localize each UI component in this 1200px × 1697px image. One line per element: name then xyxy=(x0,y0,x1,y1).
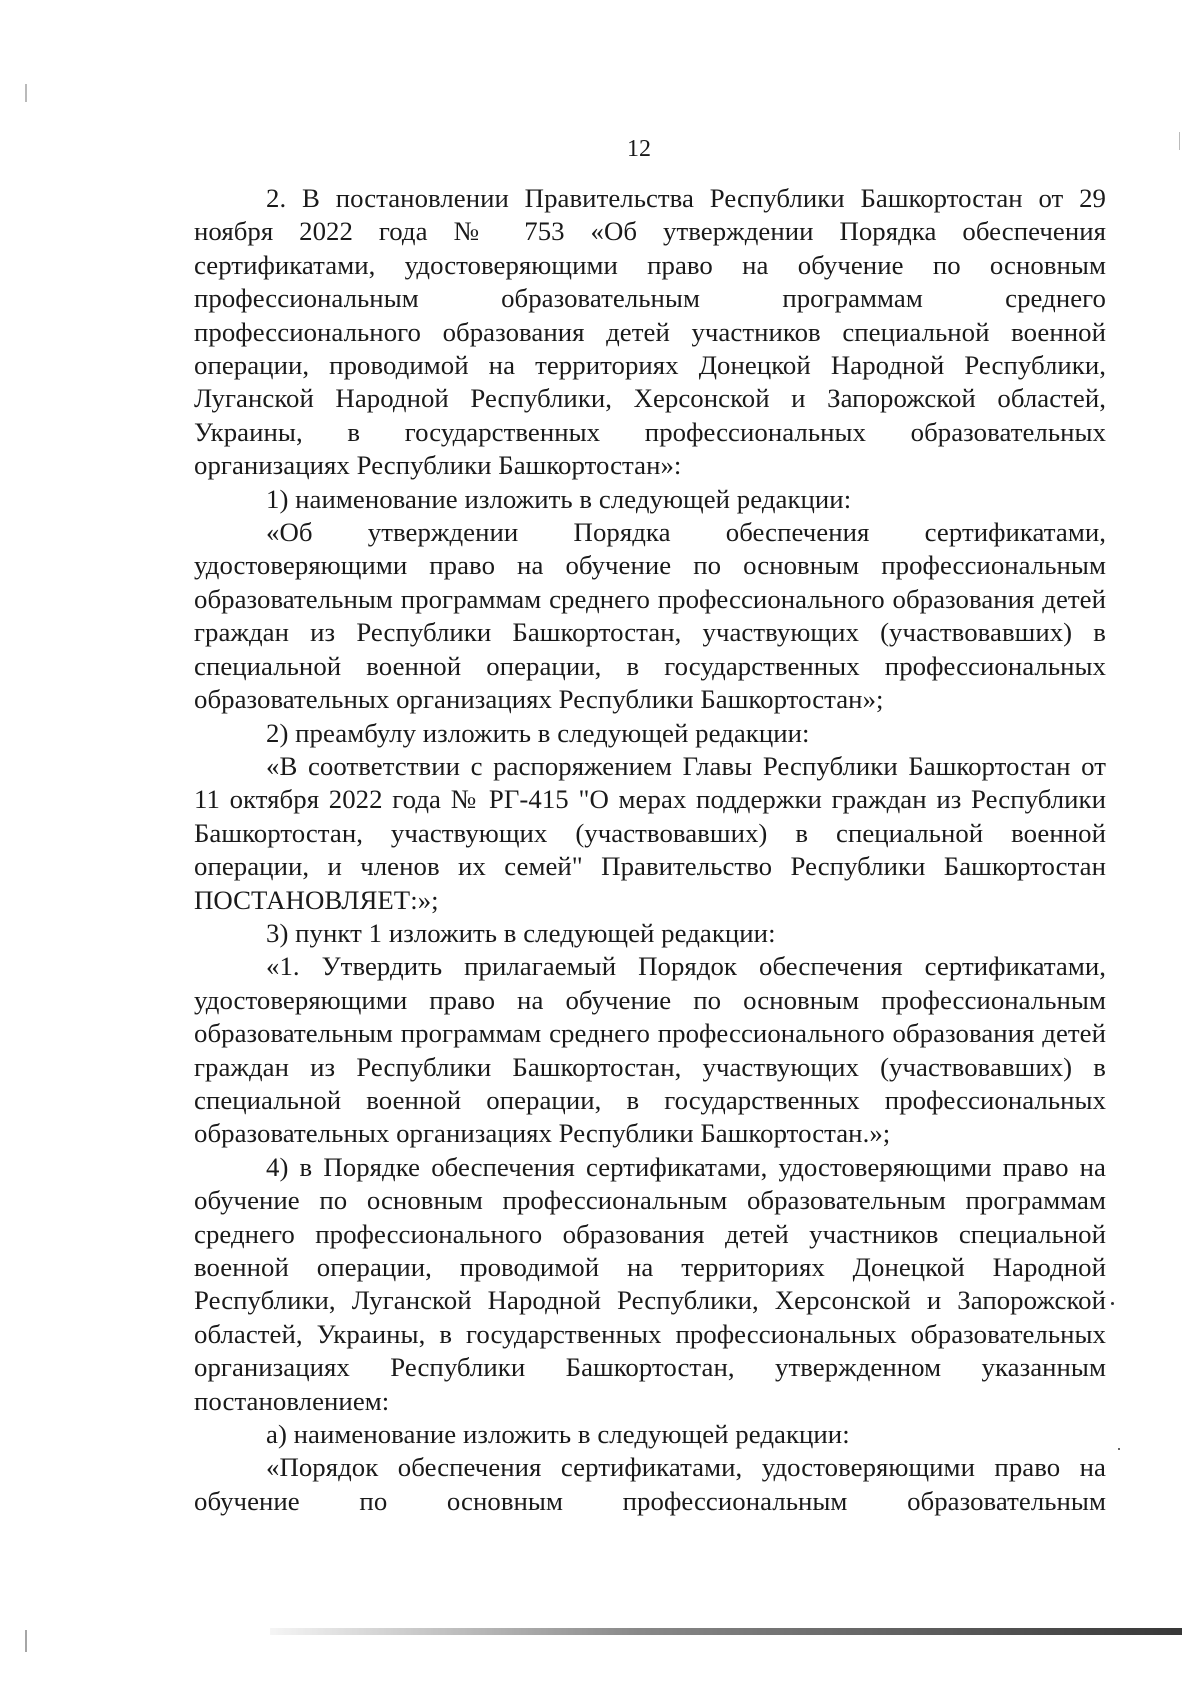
paragraph-new-preamble: «В соответствии с распоряжением Главы Республики Башкортостан от 11 октября 2022 года № РГ-415 "О мерах поддержки граждан из Республики Башкортостан, участвующих (участвовавших) в специальной военной операции, и членов их семей" Правительство Республики Башкортостан ПОСТАНОВЛЯЕТ:»; xyxy=(194,750,1106,915)
paragraph-item-2: 2) преамбулу изложить в следующей редакции: xyxy=(266,717,810,748)
paragraph-subitem-a: а) наименование изложить в следующей редакции: xyxy=(266,1419,850,1450)
paragraph-new-order-title: «Порядок обеспечения сертификатами, удостоверяющими право на обучение по основным профессиональным образовательным xyxy=(194,1452,1106,1516)
paragraph-new-point-1: «1. Утвердить прилагаемый Порядок обеспечения сертификатами, удостоверяющими право на обучение по основным профессиональным образовательным программам среднего профессионального образования детей граждан из Республики Башкортостан, участвующих (участвовавших) в специальной военной операции, в государственных профессиональных образовательных организациях Республики Башкортостан.»; xyxy=(194,951,1106,1149)
scan-speck xyxy=(1118,1448,1120,1450)
paragraph-amendment-2: 2. В постановлении Правительства Республики Башкортостан от 29 ноября 2022 года № 753 «Об утверждении Порядка обеспечения сертификатами, удостоверяющими право на обучение по основным профессиональным образовательным программам среднего профессионального образования детей участников специальной военной операции, проводимой на территориях Донецкой Народной Республики, Луганской Народной Республики, Херсонской и Запорожской областей, Украины, в государственных профессиональных образовательных организациях Республики Башкортостан»: xyxy=(194,183,1106,481)
document-body xyxy=(194,182,1106,1518)
scan-speck xyxy=(1111,1302,1114,1305)
paragraph-item-3: 3) пункт 1 изложить в следующей редакции: xyxy=(266,917,776,948)
paragraph-item-4: 4) в Порядке обеспечения сертификатами, удостоверяющими право на обучение по основным профессиональным образовательным программам среднего профессионального образования детей участников специальной военной операции, проводимой на территориях Донецкой Народной Республики, Луганской Народной Республики, Херсонской и Запорожской областей, Украины, в государственных профессиональных образовательных организациях Республики Башкортостан, утвержденном указанным постановлением: xyxy=(194,1151,1106,1416)
paragraph-item-1: 1) наименование изложить в следующей редакции: xyxy=(266,483,852,514)
scan-artifact-left-bottom xyxy=(25,1630,27,1652)
page-number: 12 xyxy=(627,136,651,162)
scan-artifact-left-top xyxy=(25,84,27,102)
paragraph-new-title: «Об утверждении Порядка обеспечения сертификатами, удостоверяющими право на обучение по основным профессиональным образовательным программам среднего профессионального образования детей граждан из Республики Башкортостан, участвующих (участвовавших) в специальной военной операции, в государственных профессиональных образовательных организациях Республики Башкортостан»; xyxy=(194,517,1106,715)
scan-bottom-edge xyxy=(270,1628,1182,1635)
